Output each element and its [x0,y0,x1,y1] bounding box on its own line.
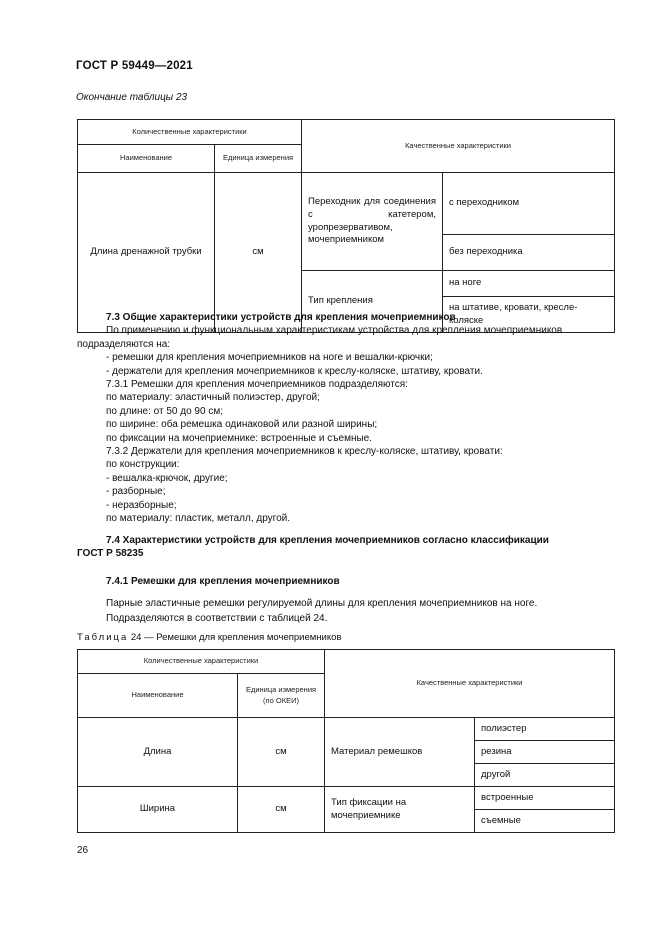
qual-header: Качественные характеристики [325,650,615,718]
row-name: Длина [78,718,238,787]
row-label: Материал ремешков [325,718,475,787]
paragraph: по материалу: эластичный полиэстер, другой; [106,392,320,404]
row-unit: см [238,787,325,833]
paragraph: по длине: от 50 до 90 см; [106,405,223,417]
qual-header: Качественные характеристики [302,120,615,173]
list-item: - ремешки для крепления мочеприемников на ноге и вешалки-крючки; [106,352,433,364]
row-unit: см [238,718,325,787]
row-unit: см [215,173,302,333]
paragraph: по материалу: пластик, металл, другой. [106,513,291,525]
paragraph: по конструкции: [106,459,180,471]
group2-label: Тип крепления [302,271,443,333]
section-title: 7.4 Характеристики устройств для крепления мочеприемников согласно классификации [106,535,549,546]
caption-title: — Ремешки для крепления мочеприемников [144,632,342,643]
paragraph: по ширине: оба ремешка одинаковой или разной ширины; [106,419,378,431]
group1-label: Переходник для соединения с катетером, уропрезервативом, мочеприемником [302,173,443,271]
table-24-caption [77,632,341,643]
caption-number: 24 [130,632,142,643]
page-number: 26 [77,845,89,856]
paragraph: По применению и функциональным характеристикам устройства для крепления мочеприемников подразделяются на: [77,325,563,350]
row-value: съемные [475,810,615,833]
row-name: Ширина [78,787,238,833]
section-7-4-1-body [77,596,614,626]
list-item: - держатели для крепления мочеприемников к креслу-коляске, штативу, кровати. [106,365,483,377]
table-continuation-label: Окончание таблицы 23 [76,92,188,103]
section-7-4-1 [77,575,614,588]
unit-header: Единица измерения (по ОКЕИ) [238,674,325,718]
row-label: Тип фиксации на мочеприемнике [325,787,475,833]
quant-header: Количественные характеристики [78,120,302,145]
table-23 [77,119,615,333]
caption-label: Таблица [77,632,129,643]
section-7-4 [77,534,614,561]
section-title-cont: ГОСТ Р 58235 [77,548,144,560]
group1-value: без переходника [443,235,615,271]
name-header: Наименование [78,674,238,718]
row-name: Длина дренажной трубки [78,173,215,333]
list-item: - вешалка-крючок, другие; [106,472,228,484]
list-item: - неразборные; [106,499,177,511]
paragraph: по фиксации на мочеприемнике: встроенные и съемные. [106,432,372,444]
row-value: резина [475,741,615,764]
name-header: Наименование [78,145,215,173]
unit-header: Единица измерения [215,145,302,173]
row-value: полиэстер [475,718,615,741]
row-value: встроенные [475,787,615,810]
group2-value: на штативе, кровати, кресле-коляске [443,297,615,333]
paragraph: Парные эластичные ремешки регулируемой длины для крепления мочеприемников на ноге. [106,598,538,609]
paragraph: Подразделяются в соответствии с таблицей 24. [106,613,328,624]
paragraph: 7.3.2 Держатели для крепления мочеприемников к креслу-коляске, штативу, кровати: [106,446,503,458]
section-title: 7.3 Общие характеристики устройств для крепления мочеприемников [106,312,456,323]
list-item: - разборные; [106,486,166,498]
paragraph: 7.3.1 Ремешки для крепления мочеприемников подразделяются: [106,379,408,391]
section-7-3 [77,311,614,526]
section-title: 7.4.1 Ремешки для крепления мочеприемников [106,576,340,587]
group1-value: с переходником [443,173,615,235]
document-header: ГОСТ Р 59449—2021 [76,60,193,72]
group2-value: на ноге [443,271,615,297]
quant-header: Количественные характеристики [78,650,325,674]
table-24 [77,649,615,833]
row-value: другой [475,764,615,787]
